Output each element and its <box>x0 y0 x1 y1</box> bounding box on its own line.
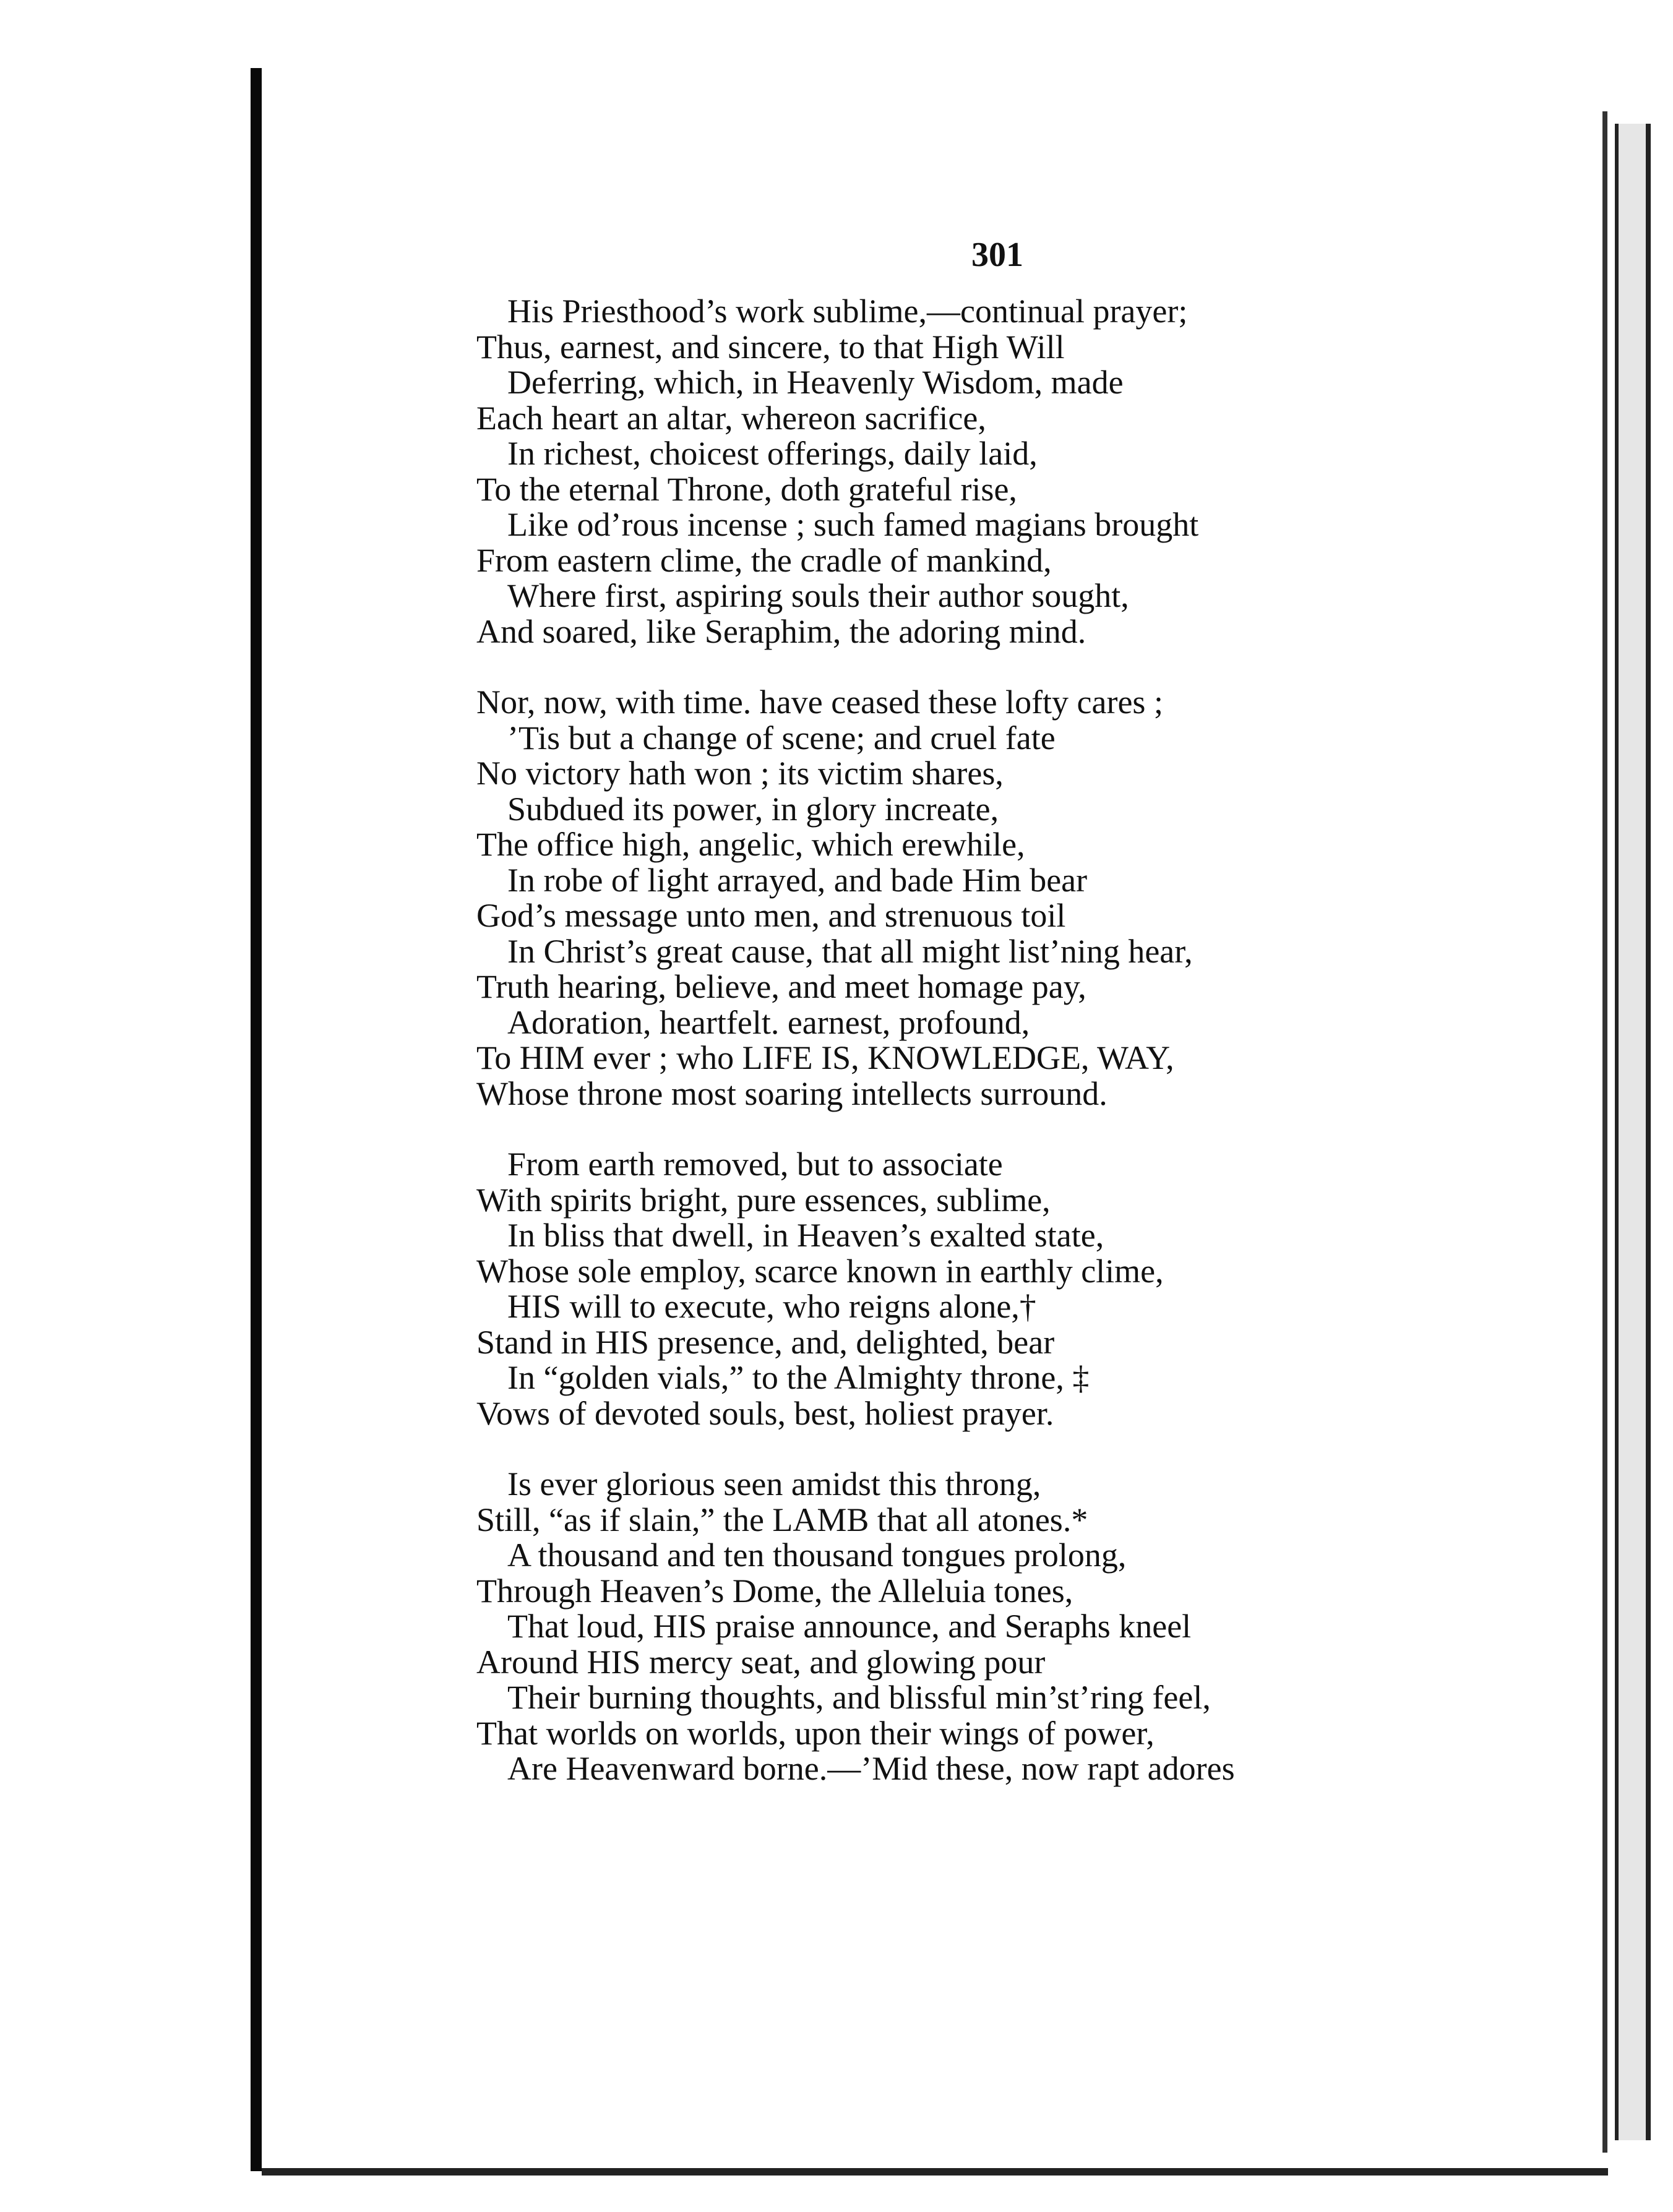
verse-line: In Christ’s great cause, that all might list’ning hear, <box>507 932 1193 970</box>
verse-line: And soared, like Seraphim, the adoring mind. <box>476 612 1086 650</box>
verse-line: Nor, now, with time. have ceased these lofty cares ; <box>476 684 1163 721</box>
verse-line: Is ever glorious seen amidst this throng, <box>507 1465 1041 1503</box>
verse-line: From eastern clime, the cradle of mankind, <box>476 541 1052 579</box>
verse-line: Through Heaven’s Dome, the Alleluia tones, <box>476 1572 1073 1610</box>
verse-line: Subdued its power, in glory increate, <box>507 790 999 828</box>
verse-line: Whose sole employ, scarce known in earthly clime, <box>476 1252 1164 1290</box>
verse-line: Still, “as if slain,” the LAMB that all atones.* <box>476 1501 1088 1538</box>
verse-line: HIS will to execute, who reigns alone,† <box>507 1288 1036 1325</box>
book-gutter <box>251 68 262 2171</box>
page-bottom-edge <box>262 2168 1608 2176</box>
page-block-edges <box>1615 124 1651 2140</box>
verse-line: Deferring, which, in Heavenly Wisdom, made <box>507 364 1124 401</box>
verse-line: With spirits bright, pure essences, sublime, <box>476 1181 1051 1219</box>
page-number: 301 <box>971 236 1023 274</box>
facing-page-blank <box>0 0 255 2212</box>
verse-line: Stand in HIS presence, and, delighted, bear <box>476 1323 1055 1361</box>
verse-line: Around HIS mercy seat, and glowing pour <box>476 1643 1046 1681</box>
stanza <box>476 1467 1590 1787</box>
verse-line: Are Heavenward borne.—’Mid these, now rapt adores <box>507 1750 1235 1787</box>
verse-line: Vows of devoted souls, best, holiest prayer. <box>476 1394 1054 1432</box>
verse-line: In robe of light arrayed, and bade Him bear <box>507 861 1088 899</box>
verse-line: Where first, aspiring souls their author sought, <box>507 577 1129 614</box>
verse-line: In richest, choicest offerings, daily laid, <box>507 435 1038 472</box>
verse-line: That loud, HIS praise announce, and Seraphs kneel <box>507 1608 1192 1645</box>
verse-line: The office high, angelic, which erewhile, <box>476 826 1025 863</box>
verse-line: Whose throne most soaring intellects surround. <box>476 1074 1107 1112</box>
verse-line: Truth hearing, believe, and meet homage pay, <box>476 968 1086 1005</box>
poem-body <box>476 294 1590 1822</box>
verse-line: No victory hath won ; its victim shares, <box>476 755 1004 792</box>
verse-line: Their burning thoughts, and blissful min’st’ring feel, <box>507 1679 1211 1716</box>
page-edge-line <box>1602 111 1607 2153</box>
verse-line: A thousand and ten thousand tongues prolong, <box>507 1537 1127 1574</box>
verse-line: To HIM ever ; who LIFE IS, KNOWLEDGE, WAY, <box>476 1039 1174 1076</box>
verse-line: God’s message unto men, and strenuous toil <box>476 897 1066 934</box>
verse-line: Like od’rous incense ; such famed magians brought <box>507 506 1199 543</box>
verse-line: In bliss that dwell, in Heaven’s exalted state, <box>507 1217 1104 1254</box>
verse-line: ’Tis but a change of scene; and cruel fate <box>507 719 1056 757</box>
verse-line: From earth removed, but to associate <box>507 1146 1003 1183</box>
verse-line: To the eternal Throne, doth grateful rise, <box>476 470 1017 508</box>
stanza <box>476 685 1590 1112</box>
verse-line: That worlds on worlds, upon their wings of power, <box>476 1714 1155 1752</box>
verse-line: His Priesthood’s work sublime,—continual prayer; <box>507 293 1188 330</box>
verse-line: Thus, earnest, and sincere, to that High Will <box>476 328 1065 366</box>
verse-line: Each heart an altar, whereon sacrifice, <box>476 399 986 437</box>
stanza <box>476 1147 1590 1431</box>
stanza <box>476 294 1590 649</box>
verse-line: Adoration, heartfelt. earnest, profound, <box>507 1003 1030 1041</box>
verse-line: In “golden vials,” to the Almighty throne, ‡ <box>507 1359 1090 1396</box>
